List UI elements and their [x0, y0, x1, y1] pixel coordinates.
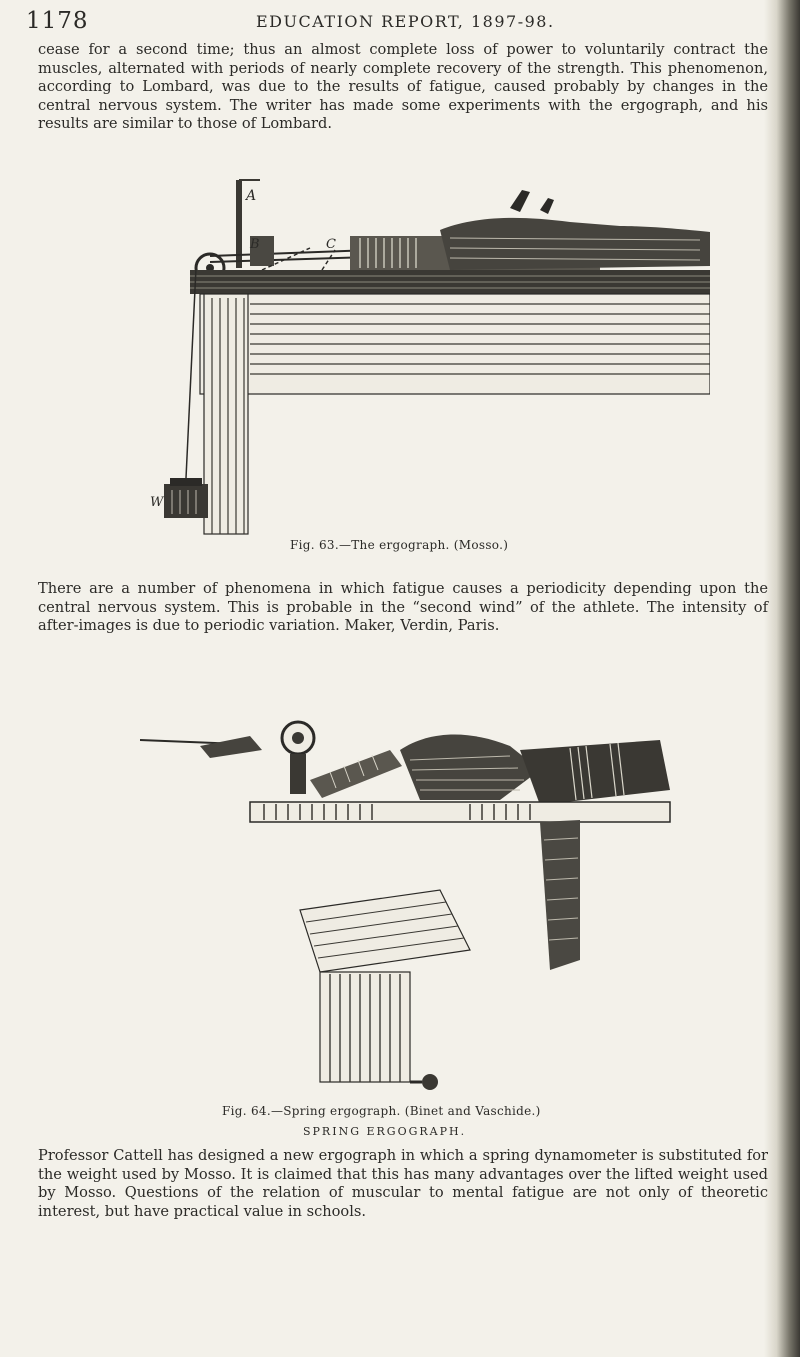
paragraph-cattell-ergograph: Professor Cattell has designed a new ergograph in which a spring dynamometer is substituted for the weight used by Mosso. It is claimed that this has many advantages over the lifted weight used by Mosso. Questions of the relation of muscular to mental fatigue are not only of theoretic interest, but have practical value in schools. [38, 1147, 768, 1220]
figure-subcaption: SPRING ERGOGRAPH. [303, 1125, 467, 1138]
figure-label-a: A [246, 188, 257, 204]
figure-label-b: B [250, 237, 260, 252]
figure-label-c: C [326, 237, 336, 252]
figure-caption: Fig. 64.—Spring ergograph. (Binet and Vaschide.) [222, 1104, 541, 1118]
figure-label-w: W [150, 495, 164, 510]
paragraph-fatigue-periodicity: cease for a second time; thus an almost complete loss of power to voluntarily contract the muscles, alternated with periods of nearly complete recovery of the strength. This phenomenon, according to Lombard, was due to the results of fatigue, caused probably by changes in the central nervous system. The writer has made some experiments with the ergograph, and his results are similar to those of Lombard. [38, 41, 768, 133]
page-edge-shadow [764, 0, 800, 1357]
page-number: 1178 [26, 8, 89, 34]
figure-caption: Fig. 63.—The ergograph. (Mosso.) [290, 538, 509, 552]
running-head: EDUCATION REPORT, 1897-98. [256, 12, 555, 31]
ergograph-illustration [150, 178, 710, 538]
paragraph-second-wind: There are a number of phenomena in which fatigue causes a periodicity depending upon the central nervous system. This is probable in the “second wind” of the athlete. The intensity of after-images is due to periodic variation. Maker, Verdin, Paris. [38, 580, 768, 635]
spring-ergograph-illustration [140, 710, 680, 1100]
